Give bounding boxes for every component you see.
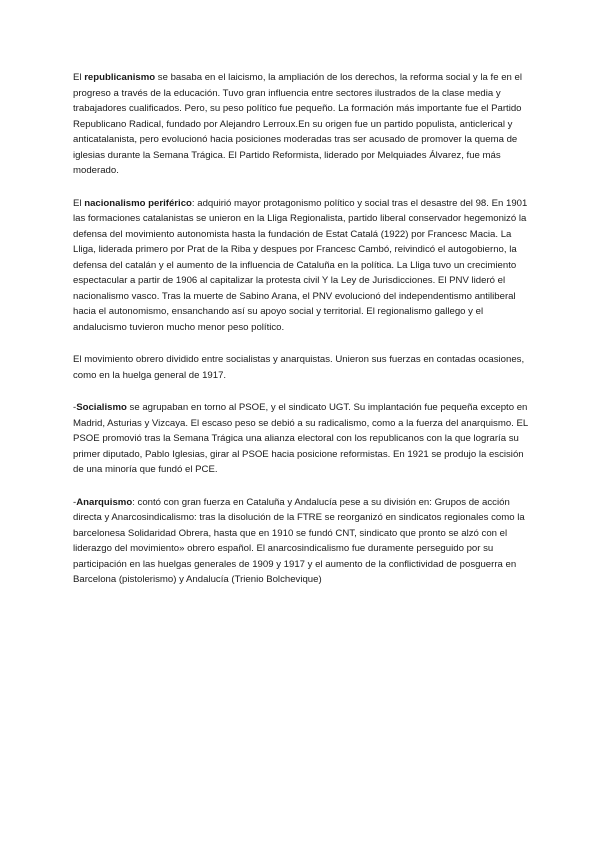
key-term-republicanismo: republicanismo (84, 72, 156, 83)
paragraph-text: : adquirió mayor protagonismo político y social tras el desastre del 98. En 1901 las formaciones catalanistas se unieron en la Lliga Regionalista, partido liberal conservador hegemonizó la defensa del movimiento autonomista hasta la fundación de Estat Catalá (1922) por Francesc Macia. La Lliga, liderada primero por Prat de la Riba y despues por Francesc Cambó, reivindicó el autogobierno, la defensa del catalán y el aumento de la influencia de Cataluña en la política. La Lliga tuvo un crecimiento espectacular a partir de 1906 al capitalizar la protesta civil Y la Ley de Jurisdicciones. El PNV lideró el nacionalismo vasco. Tras la muerte de Sabino Arana, el PNV evolucionó del independentismo antiliberal hacia el autonomismo, ensanchando así su apoyo social y territorial. El regionalismo gallego y el andalucismo tuvieron mucho menor peso político. (73, 197, 528, 333)
paragraph-prefix: El (73, 197, 85, 209)
key-term-nacionalismo: nacionalismo periférico (84, 197, 192, 209)
paragraph-anarquismo (73, 495, 531, 588)
paragraph-text: El movimiento obrero dividido entre socialistas y anarquistas. Unieron sus fuerzas en contadas ocasiones, como en la huelga general de 1917. (73, 354, 525, 381)
paragraph-text: se basaba en el laicismo, la ampliación de los derechos, la reforma social y la fe en el progreso a través de la educación. Tuvo gran influencia entre sectores ilustrados de la clase media y trabajadores cualificados. Pero, su peso político fue pequeño. La formación más importante fue el Partido Republicano Radical, fundado por Alejandro Lerroux.En su origen fue un partido populista, anticlerical y anticatalanista, pero evolucionó hacia posiciones moderadas tras ser acusado de promover la quema de iglesias durante la Semana Trágica. El Partido Reformista, liderado por Melquiades Álvarez, fue más moderado. (73, 72, 522, 176)
paragraph-socialismo (73, 400, 531, 478)
paragraph-prefix: El (73, 72, 85, 83)
paragraph-text: : contó con gran fuerza en Cataluña y Andalucía pese a su división en: Grupos de acción directa y Anarcosindicalismo: tras la disolución de la FTRE se reorganizó en sindicatos regionales como la barcelonesa Solidaridad Obrera, hasta que en 1910 se fundó CNT, sindicato que pronto se alzó con el liderazgo del movimiento» obrero español. El anarcosindicalismo fue duramente perseguido por su participación en las huelgas generales de 1909 y 1917 y el aumento de la conflictividad de posguerra en Barcelona (pistolerismo) y Andalucía (Trienio Bolchevique) (73, 496, 525, 585)
paragraph-nacionalismo (73, 196, 531, 336)
paragraph-text: se agrupaban en torno al PSOE, y el sindicato UGT. Su implantación fue pequeña excepto en Madrid, Asturias y Vizcaya. El escaso peso se debió a su radicalismo, como a la fuerza del anarquismo. EL PSOE promovió tras la Semana Trágica una alianza electoral con los republicanos con la que lograría su primer diputado, Pablo Iglesias, girar al PSOE hacia posicione reformistas. En 1921 se produjo la escisión de una minoría que fundó el PCE. (73, 402, 528, 475)
paragraph-prefix: - (73, 402, 77, 413)
paragraph-republicanismo (73, 70, 531, 179)
key-term-socialismo: Socialismo (76, 402, 127, 413)
document-body (73, 70, 531, 605)
key-term-anarquismo: Anarquismo (76, 496, 133, 508)
paragraph-prefix: - (73, 496, 77, 508)
paragraph-movimiento-obrero (73, 352, 531, 383)
